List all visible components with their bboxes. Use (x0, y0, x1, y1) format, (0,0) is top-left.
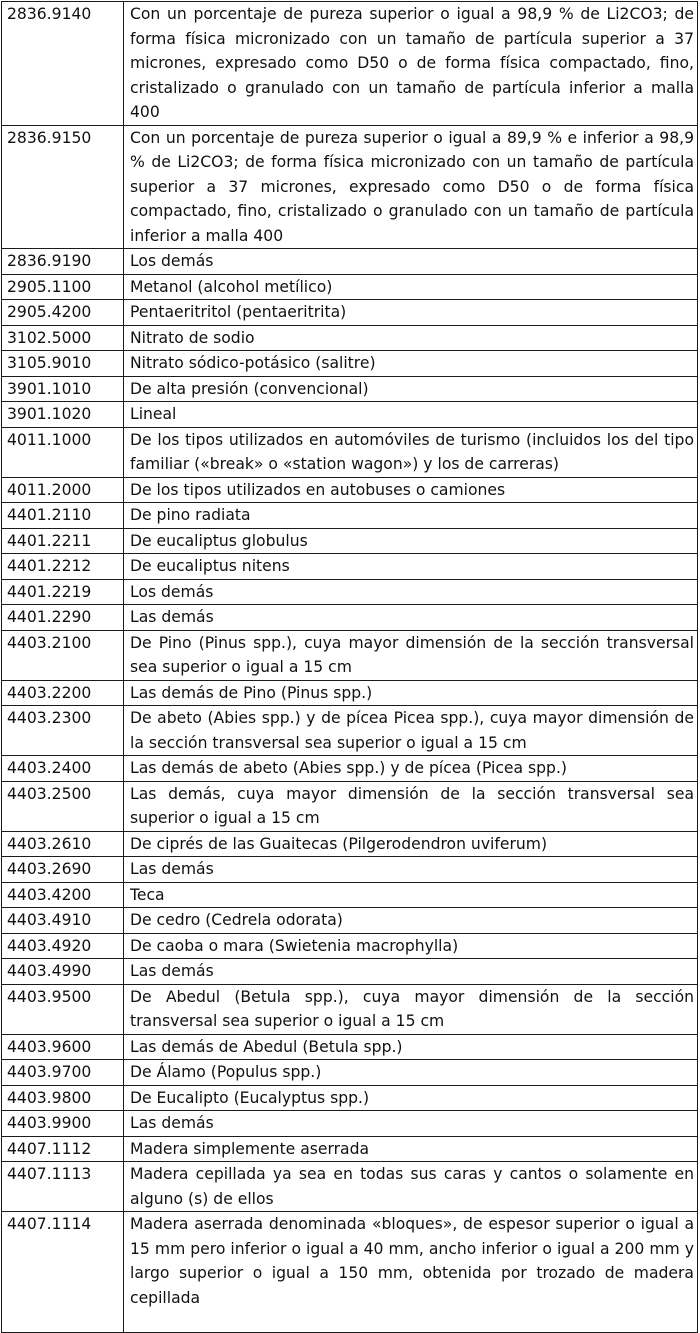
tariff-code-cell: 4403.2300 (2, 706, 124, 756)
table-row (2, 630, 698, 680)
table-row (2, 781, 698, 831)
table-row (2, 1212, 698, 1333)
table-row (2, 2, 698, 126)
tariff-description-cell: De Abedul (Betula spp.), cuya mayor dimensión de la sección transversal sea superior o igual a 15 cm (124, 984, 698, 1034)
tariff-code-cell: 3105.9010 (2, 351, 124, 377)
tariff-code-cell: 4403.4200 (2, 882, 124, 908)
tariff-description-cell: Las demás (124, 959, 698, 985)
tariff-code-cell: 4403.9700 (2, 1060, 124, 1086)
tariff-code-cell: 4403.9800 (2, 1085, 124, 1111)
tariff-code-cell: 4403.2690 (2, 857, 124, 883)
tariff-code-cell: 4403.4920 (2, 933, 124, 959)
tariff-code-cell: 4403.4910 (2, 908, 124, 934)
tariff-code-cell: 4011.1000 (2, 427, 124, 477)
table-row (2, 933, 698, 959)
tariff-code-cell: 4403.9500 (2, 984, 124, 1034)
table-row (2, 376, 698, 402)
tariff-description-cell: Las demás de abeto (Abies spp.) y de pícea (Picea spp.) (124, 756, 698, 782)
tariff-description-cell: De Pino (Pinus spp.), cuya mayor dimensión de la sección transversal sea superior o igual a 15 cm (124, 630, 698, 680)
tariff-description-cell: De caoba o mara (Swietenia macrophylla) (124, 933, 698, 959)
tariff-description-cell: De cedro (Cedrela odorata) (124, 908, 698, 934)
tariff-code-cell: 4401.2211 (2, 528, 124, 554)
tariff-code-cell: 4401.2212 (2, 554, 124, 580)
tariff-code-cell: 4403.2500 (2, 781, 124, 831)
table-row (2, 274, 698, 300)
tariff-code-cell: 4403.9600 (2, 1034, 124, 1060)
table-row (2, 503, 698, 529)
tariff-description-cell: Con un porcentaje de pureza superior o igual a 98,9 % de Li2CO3; de forma física micronizado con un tamaño de partícula superior a 37 micrones, expresado como D50 o de forma física compactado, fino, cristalizado o granulado con un tamaño de partícula inferior a malla 400 (124, 2, 698, 126)
tariff-code-cell: 4401.2219 (2, 579, 124, 605)
tariff-description-cell: De abeto (Abies spp.) y de pícea Picea spp.), cuya mayor dimensión de la sección transversal sea superior o igual a 15 cm (124, 706, 698, 756)
tariff-code-cell: 4403.9900 (2, 1111, 124, 1137)
tariff-description-cell: Madera aserrada denominada «bloques», de espesor superior o igual a 15 mm pero inferior o igual a 40 mm, ancho inferior o igual a 200 mm y largo superior o igual a 150 mm, obtenida por trozado de madera cepillada (124, 1212, 698, 1333)
tariff-description-cell: De eucaliptus globulus (124, 528, 698, 554)
tariff-code-cell: 4403.4990 (2, 959, 124, 985)
table-row (2, 1085, 698, 1111)
tariff-description-cell: Madera cepillada ya sea en todas sus caras y cantos o solamente en alguno (s) de ellos (124, 1162, 698, 1212)
tariff-code-cell: 2905.4200 (2, 300, 124, 326)
tariff-code-cell: 4407.1113 (2, 1162, 124, 1212)
table-row (2, 402, 698, 428)
tariff-description-cell: Los demás (124, 579, 698, 605)
tariff-code-cell: 3901.1010 (2, 376, 124, 402)
table-row (2, 1136, 698, 1162)
table-row (2, 351, 698, 377)
table-row (2, 554, 698, 580)
tariff-code-cell: 4403.2200 (2, 680, 124, 706)
table-row (2, 706, 698, 756)
table-row (2, 756, 698, 782)
tariff-code-cell: 4011.2000 (2, 477, 124, 503)
tariff-code-cell: 2905.1100 (2, 274, 124, 300)
tariff-code-cell: 3102.5000 (2, 325, 124, 351)
table-row (2, 300, 698, 326)
tariff-description-cell: De alta presión (convencional) (124, 376, 698, 402)
tariff-description-cell: De los tipos utilizados en autobuses o camiones (124, 477, 698, 503)
tariff-description-cell: Madera simplemente aserrada (124, 1136, 698, 1162)
tariff-description-cell: Las demás (124, 605, 698, 631)
tariff-code-cell: 2836.9140 (2, 2, 124, 126)
tariff-description-cell: Las demás (124, 857, 698, 883)
table-row (2, 579, 698, 605)
table-row (2, 477, 698, 503)
tariff-code-cell: 2836.9150 (2, 125, 124, 249)
table-row (2, 1162, 698, 1212)
table-row (2, 249, 698, 275)
tariff-description-cell: Los demás (124, 249, 698, 275)
table-row (2, 325, 698, 351)
tariff-code-cell: 4407.1114 (2, 1212, 124, 1333)
tariff-description-cell: Con un porcentaje de pureza superior o igual a 89,9 % e inferior a 98,9 % de Li2CO3; de forma física micronizado con un tamaño de partícula superior a 37 micrones, expresado como D50 o de forma física compactado, fino, cristalizado o granulado con un tamaño de partícula inferior a malla 400 (124, 125, 698, 249)
tariff-description-cell: Metanol (alcohol metílico) (124, 274, 698, 300)
tariff-description-cell: Nitrato sódico-potásico (salitre) (124, 351, 698, 377)
table-row (2, 831, 698, 857)
tariff-description-cell: De Eucalipto (Eucalyptus spp.) (124, 1085, 698, 1111)
tariff-code-cell: 4407.1112 (2, 1136, 124, 1162)
tariff-code-cell: 4403.2400 (2, 756, 124, 782)
tariff-description-cell: De pino radiata (124, 503, 698, 529)
table-row (2, 959, 698, 985)
tariff-description-cell: Pentaeritritol (pentaeritrita) (124, 300, 698, 326)
table-row (2, 125, 698, 249)
tariff-description-cell: De los tipos utilizados en automóviles de turismo (incluidos los del tipo familiar («break» o «station wagon») y los de carreras) (124, 427, 698, 477)
tariff-code-cell: 4403.2610 (2, 831, 124, 857)
tariff-description-cell: Las demás de Abedul (Betula spp.) (124, 1034, 698, 1060)
tariff-description-cell: Nitrato de sodio (124, 325, 698, 351)
table-row (2, 528, 698, 554)
tariff-code-cell: 4403.2100 (2, 630, 124, 680)
table-row (2, 857, 698, 883)
table-row (2, 882, 698, 908)
tariff-description-cell: De ciprés de las Guaitecas (Pilgerodendron uviferum) (124, 831, 698, 857)
table-row (2, 680, 698, 706)
tariff-code-cell: 3901.1020 (2, 402, 124, 428)
tariff-description-cell: Las demás (124, 1111, 698, 1137)
tariff-description-cell: Teca (124, 882, 698, 908)
tariff-description-cell: Las demás, cuya mayor dimensión de la sección transversal sea superior o igual a 15 cm (124, 781, 698, 831)
tariff-table-body (2, 2, 698, 1333)
tariff-description-cell: Las demás de Pino (Pinus spp.) (124, 680, 698, 706)
tariff-table (1, 1, 698, 1333)
tariff-code-cell: 4401.2110 (2, 503, 124, 529)
tariff-code-cell: 2836.9190 (2, 249, 124, 275)
table-row (2, 427, 698, 477)
table-row (2, 984, 698, 1034)
table-row (2, 1034, 698, 1060)
table-row (2, 1111, 698, 1137)
tariff-description-cell: De Álamo (Populus spp.) (124, 1060, 698, 1086)
table-row (2, 605, 698, 631)
tariff-description-cell: De eucaliptus nitens (124, 554, 698, 580)
table-row (2, 908, 698, 934)
tariff-description-cell: Lineal (124, 402, 698, 428)
table-row (2, 1060, 698, 1086)
tariff-code-cell: 4401.2290 (2, 605, 124, 631)
